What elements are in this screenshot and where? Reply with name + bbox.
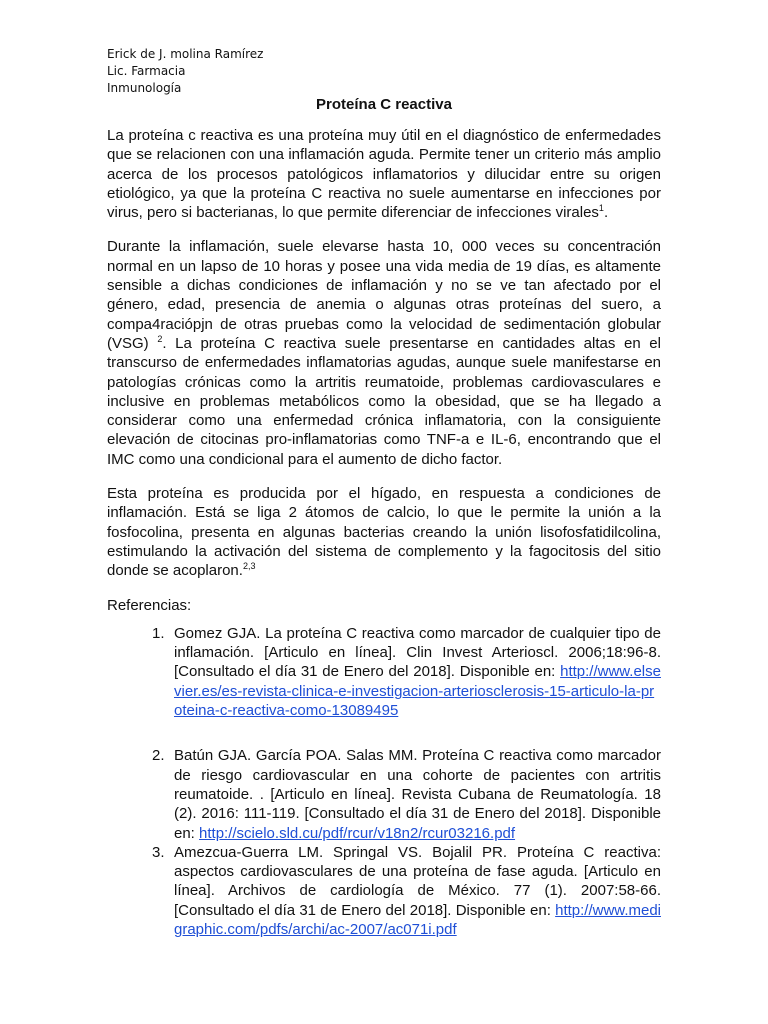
reference-item — [107, 624, 661, 720]
reference-number: 2. — [152, 747, 165, 765]
paragraph-1: La proteína c reactiva es una proteína muy útil en el diagnóstico de enfermedades que se relacionen con una inflamación aguda. Permite tener un criterio más amplio acerca de los procesos patológicos inflamatorios y dilucidar entre su origen etiológico, ya que la proteína C reactiva no suele aumentarse en infecciones por virus, pero si bacterianas, lo que permite diferenciar de infecciones virales$^1$. — [107, 127, 661, 222]
course-subject: Inmunología — [107, 81, 182, 95]
citation-superscript: 2 — [157, 333, 163, 344]
citation-superscript: 2,3 — [242, 561, 256, 572]
reference-link[interactable]: http://www.medigraphic.com/pdfs/archi/ac-2007/ac071i.pdf — [174, 901, 661, 938]
references-list — [107, 624, 661, 939]
reference-text: Amezcua-Guerra LM. Springal VS. Bojalil PR. Proteína C reactiva: aspectos cardiovasculares de una proteína de fase aguda. [Articulo en línea]. Archivos de cardiología de México. 77 (1). 2007:58-66. [Consultado el día 31 de Enero del 2018]. Disponible en: — [174, 843, 661, 919]
author-name: Erick de J. molina Ramírez — [107, 47, 264, 61]
document-body — [107, 126, 661, 939]
reference-text: Batún GJA. García POA. Salas MM. Proteína C reactiva como marcador de riesgo cardiovascular en una cohorte de pacientes con artritis reumatoide. . [Articulo en línea]. Revista Cubana de Reumatología. 18 (2). 2016: 111-119. [Consultado el día 31 de Enero del 2018]. Disponible en: — [174, 747, 661, 842]
author-degree: Lic. Farmacia — [107, 64, 186, 78]
document-title: Proteína C reactiva — [316, 96, 452, 113]
reference-number: 3. — [152, 843, 165, 861]
paragraph-3: Esta proteína es producida por el hígado, en respuesta a condiciones de inflamación. Está se liga 2 átomos de calcio, lo que le permite la unión a la fosfocolina, presenta en algunas bacterias creando la unión lisofosfatidilcolina, estimulando la activación del sistema de complemento y la fagocitosis del sitio donde se acoplaron.$^{2,3}$ — [107, 485, 661, 580]
reference-text: Gomez GJA. La proteína C reactiva como marcador de cualquier tipo de inflamación. [Articulo en línea]. Clin Invest Arterioscl. 2006;18:96-8. [Consultado el día 31 de Enero del 2018]. Disponible en: — [174, 624, 661, 681]
citation-superscript: 1 — [598, 203, 604, 214]
reference-link[interactable]: http://www.elsevier.es/es-revista-clinica-e-investigacion-arteriosclerosis-15-articulo-la-proteina-c-reactiva-como-13089495 — [174, 663, 661, 720]
reference-item — [107, 746, 661, 842]
reference-number: 1. — [152, 624, 165, 642]
reference-item — [107, 843, 661, 939]
references-heading: Referencias: — [107, 596, 192, 614]
reference-link[interactable]: http://scielo.sld.cu/pdf/rcur/v18n2/rcur03216.pdf — [199, 824, 516, 842]
document-header — [107, 46, 263, 97]
paragraph-2: Durante la inflamación, suele elevarse hasta 10, 000 veces su concentración normal en un lapso de 10 horas y posee una vida media de 19 días, es altamente sensible a dichas condiciones de inflamación y no se ve tan afectado por el género, edad, presencia de anemia o algunas otras proteínas del suero, a compa4raciópjn de otras pruebas como la velocidad de sedimentación globular (VSG) $^2$. La proteína C reactiva suele presentarse en cantidades altas en el transcurso de enfermedades inflamatorias agudas, aunque suele manifestarse en patologías crónicas como la artritis reumatoide, problemas cardiovasculares e inclusive en problemas metabólicos como la obesidad, que se ha llegado a considerar como una enfermedad crónica inflamatoria, con la consiguiente elevación de citocinas pro-inflamatorias como TNF-a e IL-6, encontrando que el IMC como una condicional para el aumento de dicho factor. — [107, 238, 661, 468]
